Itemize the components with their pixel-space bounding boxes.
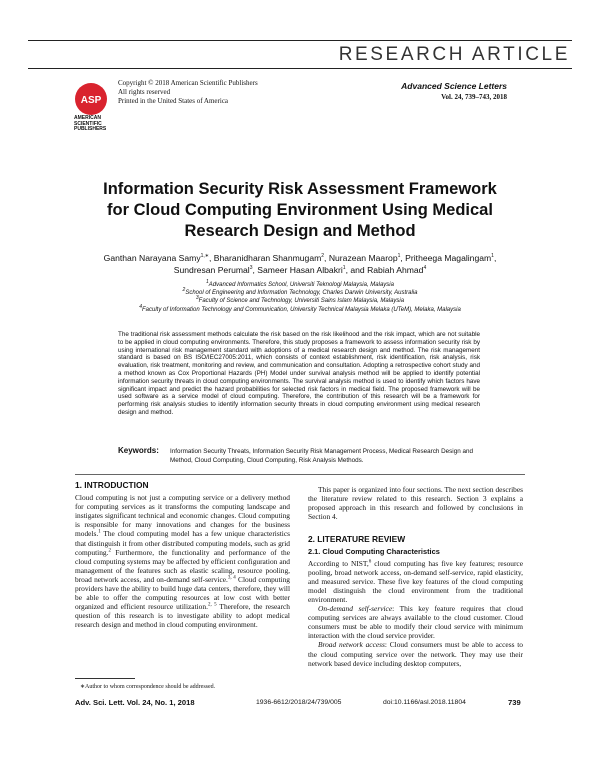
affiliation: $^3$Faculty of Science and Technology, Universiti Sains Islam Malaysia, Malaysia	[195, 295, 405, 305]
broad-network-paragraph: Broad network access: Cloud consumers must be able to access to the cloud computing service over the network. They may use their network based device including desktop computers,	[308, 640, 523, 668]
nist-paragraph: According to NIST,$^6$ cloud computing has five key features; resource pooling, broad network access, on-demand self-service, rapid elasticity, and measured service. These five key features of the cloud computing model distinguish the cloud environment from the traditional environment.	[308, 558, 523, 604]
intro-paragraph: Cloud computing is not just a computing service or a delivery method for computing services as it transforms the computing landscape and instigates significant technical and economic changes. Cloud computing is responsible for many innovations and changes for the business models.$^1$ The cloud computing model has a few unique characteristics that distinguish it from other distributed computing models, such as grid computing.$^2$ Furthermore, the functionality and performance of the cloud computing systems may be affected by efficient configuration and management of the features such as elastic scaling, resource pooling, broad network access, and on-demand self-service.$^{3, 4}$ Cloud computing providers have the ability to build huge data centers, therefore, they will be able to offer the computing resources at low cost with better organized and efficient resource utilization.$^{2, 5}$ Therefore, the research question of this research is to investigate ability to adopt medical research design and method in cloud computing environment.	[75, 493, 291, 630]
copyright-line: Copyright © 2018 American Scientific Publishers	[118, 79, 258, 87]
affiliation: $^2$School of Engineering and Information Technology, Charles Darwin University, Australia	[182, 287, 418, 297]
left-column	[75, 481, 290, 630]
copyright-block	[118, 79, 258, 106]
footnote-rule	[75, 678, 135, 679]
journal-volume: Vol. 24, 739–743, 2018	[441, 93, 507, 101]
rights-line: All rights reserved	[118, 88, 171, 96]
author-line: Sundresan Perumal$^3$, Sameer Hasan Albakri$^1$, and Rabiah Ahmad$^4$	[173, 265, 427, 275]
publisher-line: AMERICAN	[74, 115, 101, 121]
page-number: 739	[508, 698, 521, 707]
on-demand-paragraph: On-demand self-service: This key feature requires that cloud computing services are always available to the cloud customer. Cloud consumers must be able to modify their cloud service with minimum interaction with the cloud service provider.	[308, 604, 523, 641]
section-divider	[75, 474, 525, 475]
footer-issn: 1936-6612/2018/24/739/005	[256, 699, 342, 706]
title-line: Research Design and Method	[184, 222, 416, 240]
subsection-heading-characteristics: 2.1. Cloud Computing Characteristics	[308, 547, 440, 557]
top-rule	[28, 40, 572, 41]
keywords-text: Information Security Threats, Information Security Risk Management Process, Medical Research Design and Method, Cloud Computing, Cloud Computing, Risk Analysis Methods.	[170, 448, 473, 464]
affiliation: $^1$Advanced Informatics School, Universiti Teknologi Malaysia, Malaysia	[206, 279, 394, 288]
publisher-line: SCIENTIFIC	[74, 120, 102, 127]
asp-logo-icon	[74, 82, 108, 116]
banner-rule	[28, 68, 572, 69]
abstract: The traditional risk assessment methods calculate the risk based on the risk likelihood and the risk impact, which are not suitable to be applied in cloud computing environments. Therefore, this study proposes a framework to assess information security risk by using international risk management standard with adoptions of a medical research design and method. The risk management standard is based on BS ISO/IEC27005:2011, which consists of context establishment, risk identification, risk analysis, risk evaluation, risk treatment, monitoring and review, and communication and consultation. Adopting a retrospective cohort study and a method known as Cox Proportional Hazards (PH) Model under survival analysis method will be applied to identify potential information security threats in cloud computing environments. The survival analysis method is used to identify which factors have significant impact and predict the hazard probabilities for selected risk factors in medical field. The proposed framework will be used software as a service model of cloud computing. Therefore, the contribution of this research will be a framework for performing risk analysis studies to identify information security threats in cloud computing environment using medical research design and method.	[118, 331, 480, 416]
journal-name: Advanced Science Letters	[401, 81, 507, 91]
keywords-label: Keywords:	[118, 446, 159, 455]
title-line: Information Security Risk Assessment Framework	[103, 180, 497, 198]
affiliation: $^4$Faculty of Information Technology and Communication, University Technical Malaysia Melaka (UTeM), Melaka, Malaysia	[139, 303, 461, 313]
publisher-line: PUBLISHERS	[74, 126, 107, 132]
author-line: Ganthan Narayana Samy$^{1,∗}$, Bharanidharan Shanmugam$^2$, Nurazean Maarop$^1$, Pritheega Magalingam$^1$,	[103, 253, 497, 263]
organization-paragraph: This paper is organized into four sections. The next section describes the literature review related to this research. Section 3 explains a proposed approach in this research and followed by conclusions in Section 4.	[308, 485, 523, 522]
section-heading-introduction: 1. INTRODUCTION	[75, 480, 149, 490]
footer-citation: Adv. Sci. Lett. Vol. 24, No. 1, 2018	[75, 698, 195, 707]
article-type-banner: RESEARCH ARTICLE	[338, 44, 570, 65]
right-column	[308, 485, 523, 668]
printed-line: Printed in the United States of America	[118, 97, 229, 105]
publisher-name	[74, 116, 106, 133]
section-heading-literature-review: 2. LITERATURE REVIEW	[308, 534, 406, 545]
correspondence-footnote: ∗Author to whom correspondence should be addressed.	[80, 684, 216, 690]
title-line: for Cloud Computing Environment Using Medical	[107, 201, 493, 219]
logo-text: ASP	[80, 95, 102, 106]
paper-title	[40, 179, 560, 242]
author-list	[60, 252, 540, 276]
affiliations	[60, 281, 540, 314]
footer-doi: doi:10.1166/asl.2018.11804	[383, 699, 466, 706]
